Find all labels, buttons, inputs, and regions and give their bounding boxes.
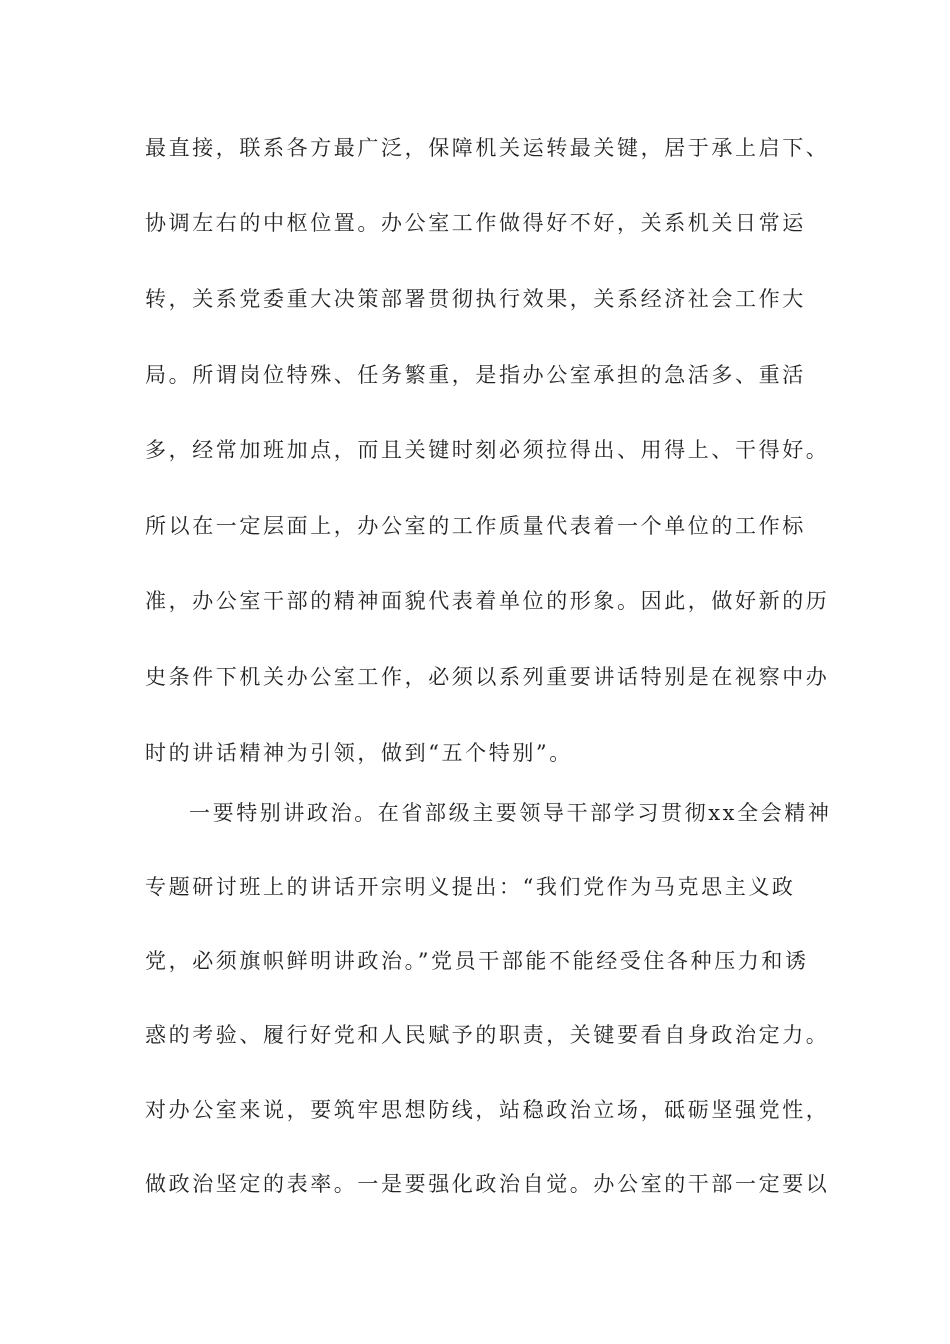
text-line: 局。所谓岗位特殊、任务繁重，是指办公室承担的急活多、重活 xyxy=(145,363,806,387)
text-line: 最直接，联系各方最广泛，保障机关运转最关键，居于承上启下、 xyxy=(145,136,830,160)
text-line: 所以在一定层面上，办公室的工作质量代表着一个单位的工作标 xyxy=(145,514,806,538)
text-line: 党，必须旗帜鲜明讲政治。”党员干部能不能经受住各种压力和诱 xyxy=(145,949,809,973)
text-line: 对办公室来说，要筑牢思想防线，站稳政治立场，砥砺坚强党性， xyxy=(145,1098,830,1122)
text-line: 准，办公室干部的精神面貌代表着单位的形象。因此，做好新的历 xyxy=(145,589,830,613)
text-line: 专题研讨班上的讲话开宗明义提出：“我们党作为马克思主义政 xyxy=(145,875,796,899)
text-line: 做政治坚定的表率。一是要强化政治自觉。办公室的干部一定要以 xyxy=(145,1172,830,1196)
text-line: 惑的考验、履行好党和人民赋予的职责，关键要看自身政治定力。 xyxy=(145,1023,830,1047)
text-line: 时的讲话精神为引领，做到“五个特别”。 xyxy=(145,741,573,765)
text-line: 转，关系党委重大决策部署贯彻执行效果，关系经济社会工作大 xyxy=(145,287,806,311)
text-line: 多，经常加班加点，而且关键时刻必须拉得出、用得上、干得好。 xyxy=(145,438,830,462)
paragraph-first-line: 一要特别讲政治。在省部级主要领导干部学习贯彻xx全会精神 xyxy=(189,801,832,825)
text-line: 史条件下机关办公室工作，必须以系列重要讲话特别是在视察中办 xyxy=(145,665,830,689)
text-line: 协调左右的中枢位置。办公室工作做得好不好，关系机关日常运 xyxy=(145,211,806,235)
